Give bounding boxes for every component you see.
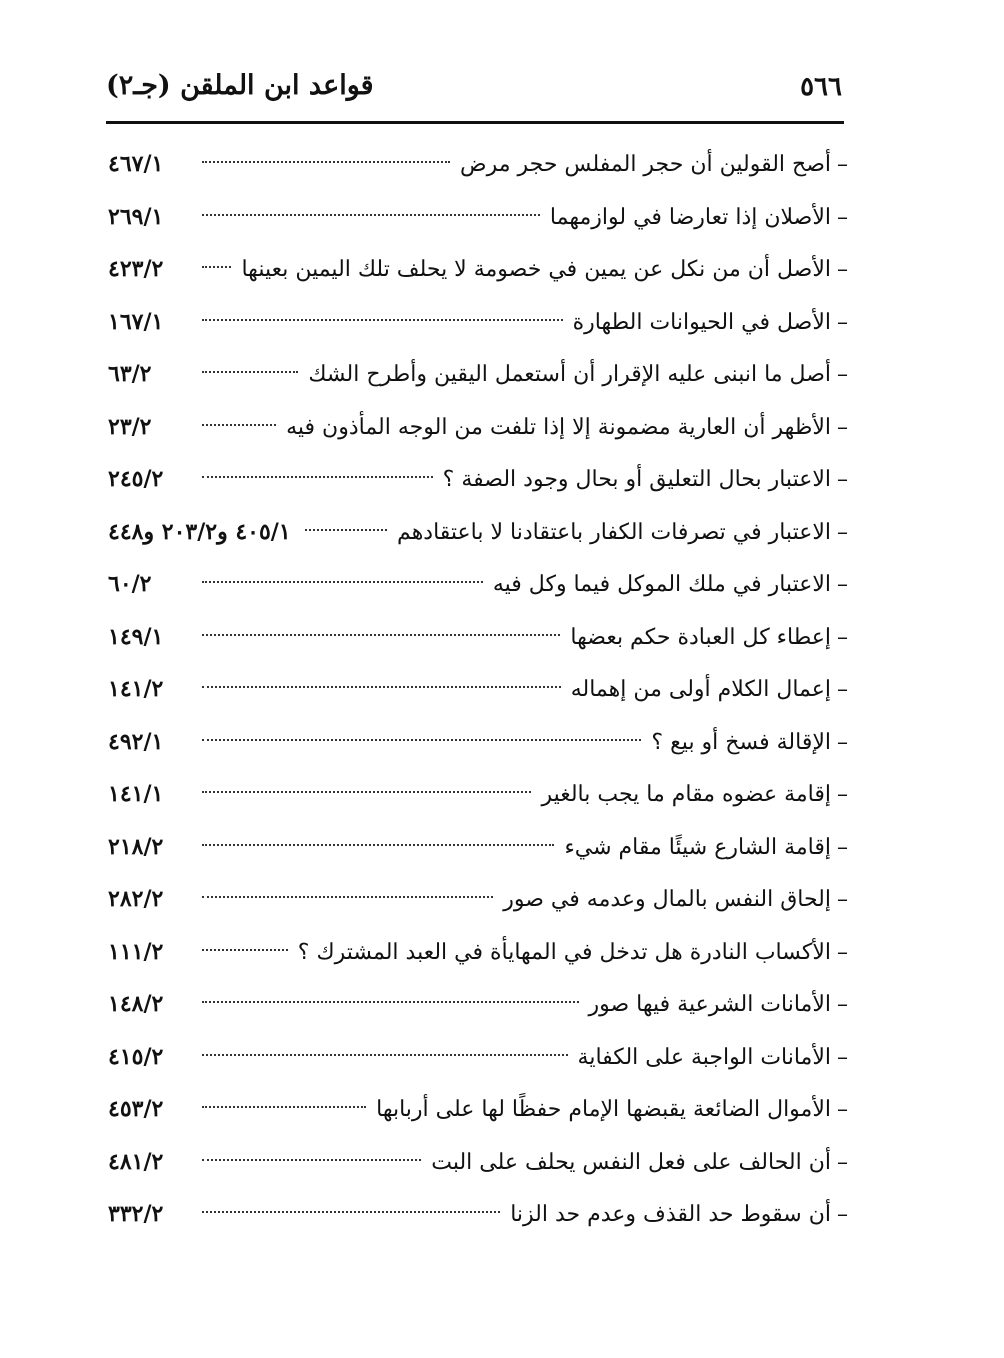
entry-label: الأمانات الشرعية فيها صور [588,992,831,1017]
entry-reference: ١١١/٢ [108,938,164,965]
entry-text [443,454,848,507]
entry-reference: ٤٨١/٢ [108,1148,164,1175]
entry-text [298,927,848,980]
entry-reference: ٢٣/٢ [108,413,152,440]
entry-dash: – [837,782,848,807]
entry-dash: – [837,362,848,387]
entry-text [550,192,848,245]
index-entry [108,296,848,349]
entry-reference: ٢١٨/٢ [108,833,164,860]
dot-leader [202,1159,421,1161]
entry-reference: ١٦٧/١ [108,308,164,335]
index-entry [108,348,848,401]
entry-reference: ٦٣/٢ [108,361,152,387]
entry-text [460,139,848,192]
index-entry [108,926,848,979]
entry-label: إعطاء كل العبادة حكم بعضها [570,624,831,650]
entry-label: الأصل في الحيوانات الطهارة [572,309,831,335]
entry-reference: ٤٠٥/١ و٢٠٣/٢ و٤٤٨ [108,518,291,545]
index-entry [108,1031,848,1084]
entry-reference: ٤١٥/٢ [108,1043,164,1070]
entry-dash: – [837,1044,848,1070]
entry-reference: ٣٣٢/٢ [108,1201,164,1227]
index-entry [108,768,848,821]
dot-leader [202,844,554,846]
dot-leader [202,266,231,268]
entry-label: الأكساب النادرة هل تدخل في المهايأة في العبد المشترك ؟ [297,939,831,965]
entry-dash: – [837,467,848,492]
entry-label: الاعتبار في ملك الموكل فيما وكل فيه [492,572,831,597]
entry-dash: – [837,572,848,597]
entry-text [571,664,848,717]
entry-text [431,1137,848,1190]
dot-leader [202,896,493,898]
index-entry [108,191,848,244]
dot-leader [202,1054,568,1056]
dot-leader [202,791,531,793]
entry-text [376,1084,848,1137]
entry-reference: ٢٤٥/٢ [108,466,164,492]
index-entry [108,716,848,769]
page-header [106,68,842,118]
index-entry [108,243,848,296]
entry-text [570,612,848,665]
entry-text [503,874,848,927]
entry-dash: – [837,414,848,440]
entry-dash: – [837,152,848,177]
entry-reference: ١٤٨/٢ [108,991,164,1017]
entry-label: إقامة عضوه مقام ما يجب بالغير [541,782,831,807]
dot-leader [202,1211,500,1213]
index-list [108,138,848,1241]
entry-label: إقامة الشارع شيئًا مقام شيء [564,834,831,860]
index-entry [108,611,848,664]
dot-leader [202,1106,366,1108]
entry-dash: – [837,519,848,545]
entry-dash: – [837,992,848,1017]
dot-leader [202,476,433,478]
entry-dash: – [837,309,848,335]
entry-text [397,507,848,560]
dot-leader [202,371,298,373]
entry-dash: – [837,939,848,965]
entry-reference: ١٤٩/١ [108,623,164,650]
entry-label: الأموال الضائعة يقبضها الإمام حفظًا لها على أربابها [376,1097,831,1122]
dot-leader [202,581,483,583]
index-entry [108,558,848,611]
entry-label: الاعتبار بحال التعليق أو بحال وجود الصفة ؟ [442,467,831,492]
entry-dash: – [837,257,848,282]
index-entry [108,978,848,1031]
entry-dash: – [837,1202,848,1227]
index-entry [108,138,848,191]
entry-dash: – [837,729,848,755]
entry-text [541,769,848,822]
index-entry [108,1188,848,1241]
dot-leader [202,214,540,216]
entry-label: الأمانات الواجبة على الكفاية [577,1044,831,1070]
entry-dash: – [837,677,848,702]
dot-leader [202,686,561,688]
entry-reference: ١٤١/٢ [108,676,164,702]
entry-reference: ٤٢٣/٢ [108,256,164,282]
entry-reference: ٤٩٢/١ [108,728,164,755]
dot-leader [305,529,387,531]
entry-reference: ٦٠/٢ [108,571,152,597]
dot-leader [202,739,641,741]
entry-dash: – [837,887,848,912]
entry-label: إعمال الكلام أولى من إهماله [570,677,831,702]
entry-label: أصل ما انبنى عليه الإقرار أن أستعمل اليقين وأطرح الشك [308,362,831,387]
entry-text [493,559,848,612]
entry-dash: – [837,624,848,650]
entry-label: الأصل أن من نكل عن يمين في خصومة لا يحلف تلك اليمين بعينها [241,257,831,282]
entry-text [578,1032,848,1085]
entry-dash: – [837,1149,848,1175]
dot-leader [202,424,276,426]
dot-leader [202,161,450,163]
entry-reference: ١٤١/١ [108,781,164,807]
entry-text [564,822,848,875]
entry-text [308,349,848,402]
entry-label: إلحاق النفس بالمال وعدمه في صور [503,887,831,912]
entry-label: الإقالة فسخ أو بيع ؟ [651,729,831,755]
header-rule [106,121,844,124]
index-entry [108,663,848,716]
entry-reference: ٢٦٩/١ [108,203,164,230]
index-entry [108,506,848,559]
book-title: قواعد ابن الملقن (جـ٢) [106,70,374,101]
dot-leader [202,634,560,636]
entry-label: الأظهر أن العارية مضمونة إلا إذا تلفت من الوجه المأذون فيه [286,414,831,440]
index-entry [108,821,848,874]
index-entry [108,1083,848,1136]
entry-label: الأصلان إذا تعارضا في لوازمهما [549,204,831,230]
index-entry [108,453,848,506]
entry-text [651,717,848,770]
entry-text [241,244,848,297]
entry-label: أن سقوط حد القذف وعدم حد الزنا [510,1202,831,1227]
entry-reference: ٤٦٧/١ [108,151,164,177]
entry-reference: ٤٥٣/٢ [108,1096,164,1122]
entry-text [510,1189,848,1242]
entry-text [573,297,848,350]
page-number: ٥٦٦ [800,72,842,102]
dot-leader [202,1001,579,1003]
entry-label: أصح القولين أن حجر المفلس حجر مرض [459,152,831,177]
entry-text [286,402,848,455]
entry-label: الاعتبار في تصرفات الكفار باعتقادنا لا باعتقادهم [397,519,831,545]
entry-dash: – [837,1097,848,1122]
index-entry [108,873,848,926]
dot-leader [202,319,563,321]
dot-leader [202,949,288,951]
entry-text [589,979,848,1032]
index-entry [108,401,848,454]
index-entry [108,1136,848,1189]
entry-dash: – [837,834,848,860]
entry-label: أن الحالف على فعل النفس يحلف على البت [431,1149,831,1175]
entry-reference: ٢٨٢/٢ [108,886,164,912]
entry-dash: – [837,204,848,230]
